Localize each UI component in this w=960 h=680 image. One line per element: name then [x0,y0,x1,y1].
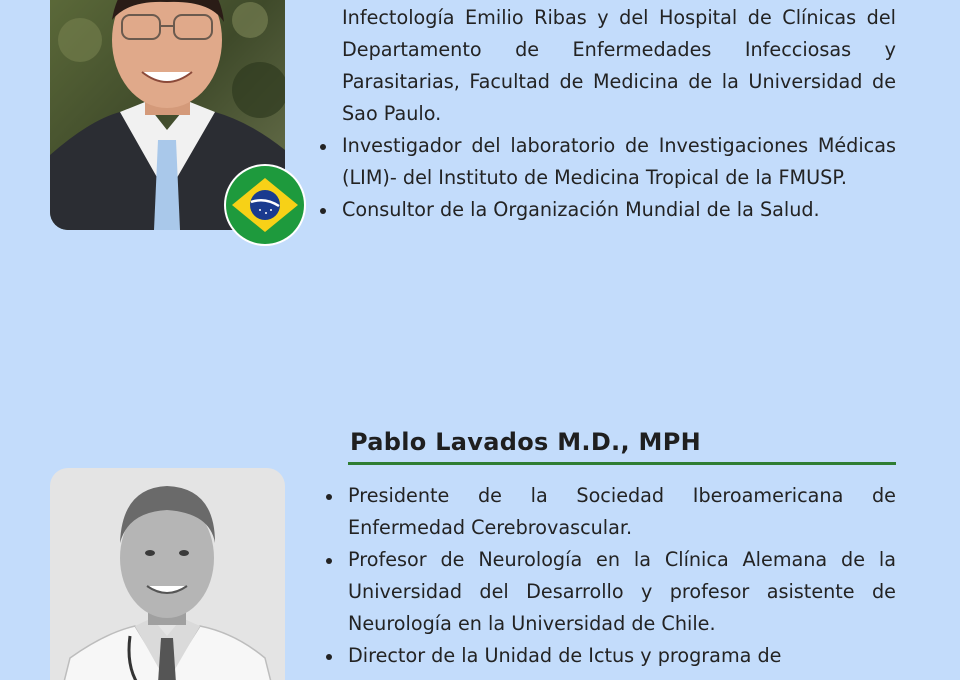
bio-item: Infectología Emilio Ribas y del Hospital de Clínicas del Departamento de Enfermedades Infecciosas y Parasitarias, Facultad de Medicina de la Universidad de Sao Paulo. [342,6,896,125]
speaker-bottom-bio-list [322,480,896,672]
bio-item: Director de la Unidad de Ictus y programa de [322,640,896,672]
speaker-top-bio-list [316,2,896,226]
speaker-photo-bottom [50,468,285,680]
bio-item: Presidente de la Sociedad Iberoamericana de Enfermedad Cerebrovascular. [322,480,896,544]
speaker-name: Pablo Lavados M.D., MPH [350,428,701,456]
bio-item: Investigador del laboratorio de Investigaciones Médicas (LIM)- del Instituto de Medicina Tropical de la FMUSP. [316,130,896,194]
brazil-flag-icon [226,166,304,244]
bio-item: Consultor de la Organización Mundial de la Salud. [316,194,896,226]
bio-item: Profesor de Neurología en la Clínica Alemana de la Universidad del Desarrollo y profesor asistente de Neurología en la Universidad de Chile. [322,544,896,640]
name-underline [348,462,896,465]
